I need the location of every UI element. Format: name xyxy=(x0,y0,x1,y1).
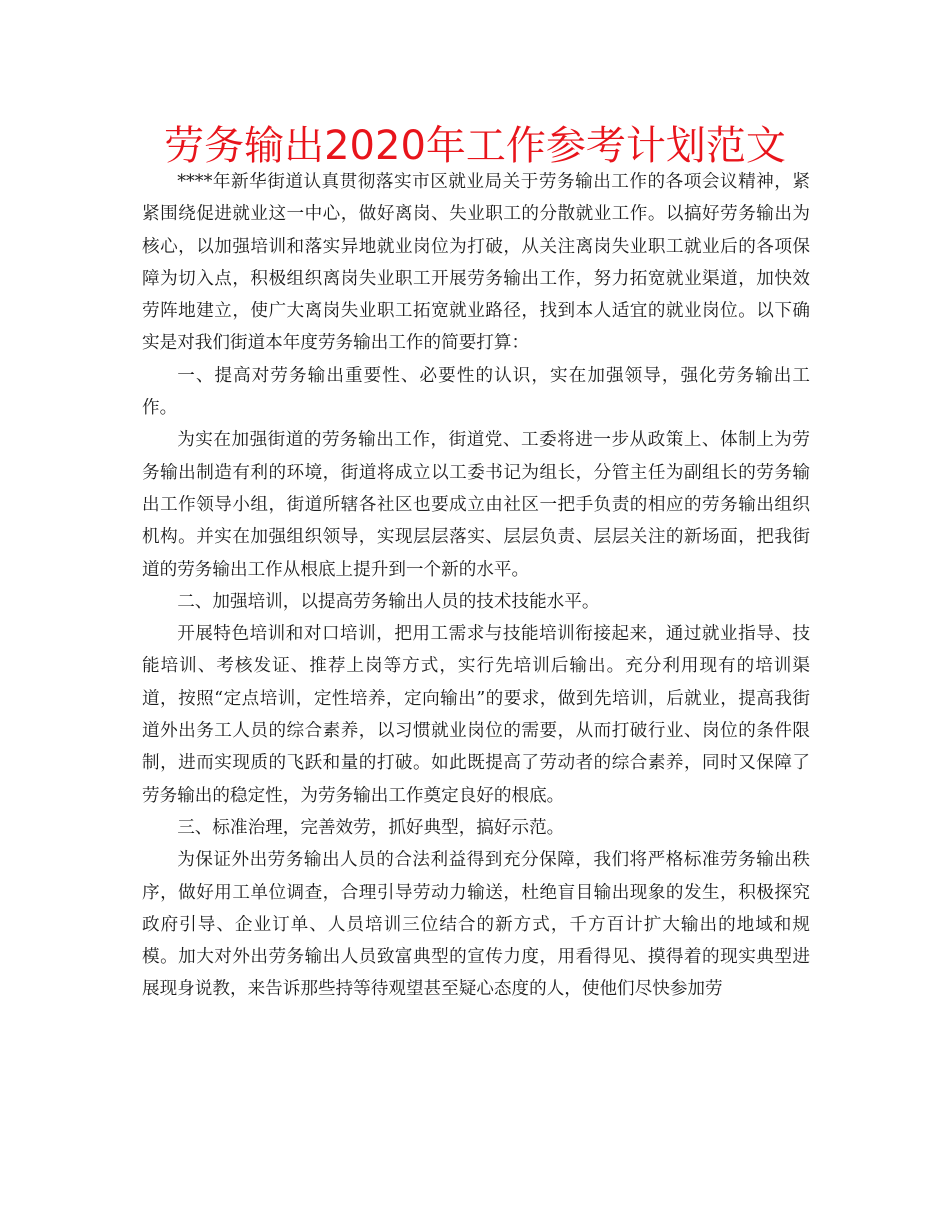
paragraph-intro: ****年新华街道认真贯彻落实市区就业局关于劳务输出工作的各项会议精神，紧紧围绕促进就业这一中心，做好离岗、失业职工的分散就业工作。以搞好劳务输出为核心，以加强培训和落实异地就业岗位为打破，从关注离岗失业职工就业后的各项保障为切入点，积极组织离岗失业职工开展劳务输出工作，努力拓宽就业渠道，加快效劳阵地建立，使广大离岗失业职工拓宽就业路径，找到本人适宜的就业岗位。以下确实是对我们街道本年度劳务输出工作的简要打算： xyxy=(142,172,810,354)
paragraph-heading-2: 二、加强培训，以提高劳务输出人员的技术技能水平。 xyxy=(177,591,600,612)
paragraph-heading-1: 一、提高对劳务输出重要性、必要性的认识，实在加强领导，强化劳务输出工作。 xyxy=(142,365,810,419)
document-title: 劳务输出2020年工作参考计划范文 xyxy=(164,123,786,169)
paragraph-section-3: 为保证外出劳务输出人员的合法利益得到充分保障，我们将严格标准劳务输出秩序，做好用工单位调查，合理引导劳动力输送，杜绝盲目输出现象的发生，积极探究政府引导、企业订单、人员培训三位结合的新方式，千方百计扩大输出的地域和规模。加大对外出劳务输出人员致富典型的宣传力度，用看得见、摸得着的现实典型进展现身说教，来告诉那些持等待观望甚至疑心态度的人，使他们尽快参加劳 xyxy=(142,850,810,1000)
document-body xyxy=(142,166,810,1006)
paragraph-section-1: 为实在加强街道的劳务输出工作，街道党、工委将进一步从政策上、体制上为劳务输出制造有利的环境，街道将成立以工委书记为组长，分管主任为副组长的劳务输出工作领导小组，街道所辖各社区也要成立由社区一把手负责的相应的劳务输出组织机构。并实在加强组织领导，实现层层落实、层层负责、层层关注的新场面，把我街道的劳务输出工作从根底上提升到一个新的水平。 xyxy=(142,430,810,580)
paragraph-heading-3: 三、标准治理，完善效劳，抓好典型，搞好示范。 xyxy=(177,817,565,838)
paragraph-section-2: 开展特色培训和对口培训，把用工需求与技能培训衔接起来，通过就业指导、技能培训、考核发证、推荐上岗等方式，实行先培训后输出。充分利用现有的培训渠道，按照“定点培训，定性培养，定向输出”的要求，做到先培训，后就业，提高我街道外出务工人员的综合素养，以习惯就业岗位的需要，从而打破行业、岗位的条件限制，进而实现质的飞跃和量的打破。如此既提高了劳动者的综合素养，同时又保障了劳务输出的稳定性，为劳务输出工作奠定良好的根底。 xyxy=(142,624,810,806)
